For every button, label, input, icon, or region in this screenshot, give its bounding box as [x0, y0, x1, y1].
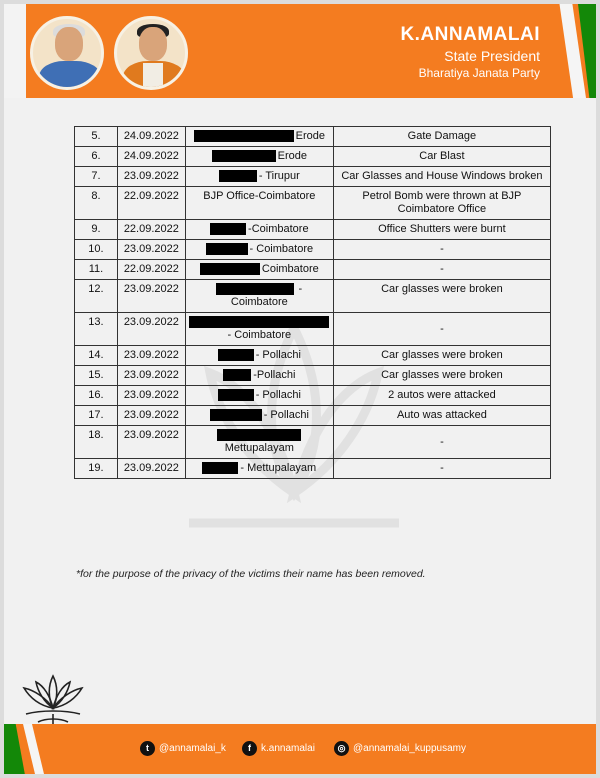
incident-table [74, 126, 551, 479]
social-instagram[interactable] [334, 741, 466, 756]
cell-serial-number: 10. [75, 240, 118, 260]
cell-name-place [185, 366, 333, 386]
place-text: Coimbatore [230, 296, 288, 308]
cell-description: - [333, 260, 550, 280]
place-separator: - [298, 283, 303, 295]
cell-date: 23.09.2022 [117, 459, 185, 479]
redaction-bar [202, 462, 238, 474]
cell-date: 22.09.2022 [117, 187, 185, 220]
cell-description: - [333, 313, 550, 346]
cell-serial-number: 14. [75, 346, 118, 366]
place-text: - Mettupalayam [240, 462, 317, 474]
table-row [75, 167, 551, 187]
table-row [75, 147, 551, 167]
portrait-photo-left [30, 16, 104, 90]
cell-description: Office Shutters were burnt [333, 220, 550, 240]
cell-name-place [185, 167, 333, 187]
cell-description: Car glasses were broken [333, 346, 550, 366]
cell-date: 22.09.2022 [117, 220, 185, 240]
cell-serial-number: 16. [75, 386, 118, 406]
table-row [75, 187, 551, 220]
cell-description: 2 autos were attacked [333, 386, 550, 406]
table-row [75, 366, 551, 386]
cell-date: 23.09.2022 [117, 313, 185, 346]
place-text: BJP Office-Coimbatore [203, 190, 316, 202]
table-row [75, 406, 551, 426]
cell-name-place [185, 260, 333, 280]
cell-name-place [185, 240, 333, 260]
cell-name-place [185, 313, 333, 346]
place-text: Coimbatore [261, 263, 319, 275]
cell-name-place [185, 127, 333, 147]
cell-name-place [185, 280, 333, 313]
cell-description: Car glasses were broken [333, 280, 550, 313]
header-party: Bharatiya Janata Party [418, 66, 540, 80]
cell-date: 23.09.2022 [117, 346, 185, 366]
redaction-bar [216, 283, 294, 295]
redaction-bar [218, 389, 254, 401]
cell-name-place [185, 187, 333, 220]
redaction-bar [218, 349, 254, 361]
cell-date: 23.09.2022 [117, 366, 185, 386]
place-text: -Pollachi [253, 369, 296, 381]
place-text: - Tirupur [258, 170, 300, 182]
place-text: Erode [295, 130, 325, 142]
table-row [75, 313, 551, 346]
table-row [75, 280, 551, 313]
cell-serial-number: 11. [75, 260, 118, 280]
place-text: - Pollachi [255, 349, 301, 361]
cell-description: Gate Damage [333, 127, 550, 147]
instagram-icon: ◎ [334, 741, 349, 756]
cell-description: Petrol Bomb were thrown at BJP Coimbatore Office [333, 187, 550, 220]
redaction-bar [206, 243, 248, 255]
cell-date: 23.09.2022 [117, 406, 185, 426]
cell-description: - [333, 426, 550, 459]
cell-description: Car glasses were broken [333, 366, 550, 386]
social-facebook[interactable] [242, 741, 315, 756]
cell-date: 23.09.2022 [117, 386, 185, 406]
table-row [75, 240, 551, 260]
cell-serial-number: 9. [75, 220, 118, 240]
cell-name-place [185, 459, 333, 479]
place-text: - Pollachi [255, 389, 301, 401]
redaction-bar [200, 263, 260, 275]
header-name: K.ANNAMALAI [400, 24, 540, 45]
redaction-bar [217, 429, 301, 441]
cell-name-place [185, 220, 333, 240]
instagram-handle: @annamalai_kuppusamy [353, 743, 466, 754]
table-row [75, 260, 551, 280]
cell-serial-number: 7. [75, 167, 118, 187]
twitter-handle: @annamalai_k [159, 743, 226, 754]
cell-name-place [185, 346, 333, 366]
redaction-bar [210, 223, 246, 235]
cell-date: 23.09.2022 [117, 426, 185, 459]
facebook-icon: f [242, 741, 257, 756]
cell-serial-number: 15. [75, 366, 118, 386]
cell-name-place [185, 147, 333, 167]
redaction-bar [223, 369, 251, 381]
cell-serial-number: 8. [75, 187, 118, 220]
twitter-icon: t [140, 741, 155, 756]
letterhead-header [4, 4, 596, 98]
header-white-wedge [4, 4, 26, 98]
redaction-bar [194, 130, 294, 142]
cell-serial-number: 5. [75, 127, 118, 147]
header-text-block [400, 24, 540, 80]
cell-date: 22.09.2022 [117, 260, 185, 280]
redaction-bar [219, 170, 257, 182]
table-row [75, 220, 551, 240]
cell-serial-number: 13. [75, 313, 118, 346]
cell-date: 23.09.2022 [117, 167, 185, 187]
cell-description: - [333, 240, 550, 260]
table-row [75, 426, 551, 459]
cell-serial-number: 19. [75, 459, 118, 479]
redaction-bar [189, 316, 329, 328]
header-role: State President [444, 48, 540, 64]
cell-serial-number: 17. [75, 406, 118, 426]
redaction-bar [210, 409, 262, 421]
redaction-bar [212, 150, 276, 162]
portrait-photo-right [114, 16, 188, 90]
cell-serial-number: 12. [75, 280, 118, 313]
cell-name-place [185, 406, 333, 426]
cell-date: 24.09.2022 [117, 127, 185, 147]
cell-name-place [185, 426, 333, 459]
table-row [75, 346, 551, 366]
cell-date: 23.09.2022 [117, 240, 185, 260]
cell-serial-number: 6. [75, 147, 118, 167]
letter-body [4, 98, 596, 724]
table-row [75, 127, 551, 147]
place-text: - Coimbatore [249, 243, 314, 255]
cell-name-place [185, 386, 333, 406]
privacy-footnote: *for the purpose of the privacy of the victims their name has been removed. [76, 568, 426, 580]
place-text: Mettupalayam [224, 442, 294, 454]
cell-description: Car Glasses and House Windows broken [333, 167, 550, 187]
letterhead-footer [4, 724, 596, 774]
cell-serial-number: 18. [75, 426, 118, 459]
facebook-handle: k.annamalai [261, 743, 315, 754]
place-text: - Coimbatore [227, 329, 292, 341]
cell-description: - [333, 459, 550, 479]
cell-date: 23.09.2022 [117, 280, 185, 313]
social-twitter[interactable] [140, 741, 226, 756]
table-row [75, 459, 551, 479]
place-text: Erode [277, 150, 307, 162]
place-text: -Coimbatore [248, 223, 309, 235]
place-text: - Pollachi [263, 409, 309, 421]
cell-description: Auto was attacked [333, 406, 550, 426]
cell-date: 24.09.2022 [117, 147, 185, 167]
cell-description: Car Blast [333, 147, 550, 167]
table-row [75, 386, 551, 406]
bjp-lotus-logo-icon [16, 668, 90, 728]
